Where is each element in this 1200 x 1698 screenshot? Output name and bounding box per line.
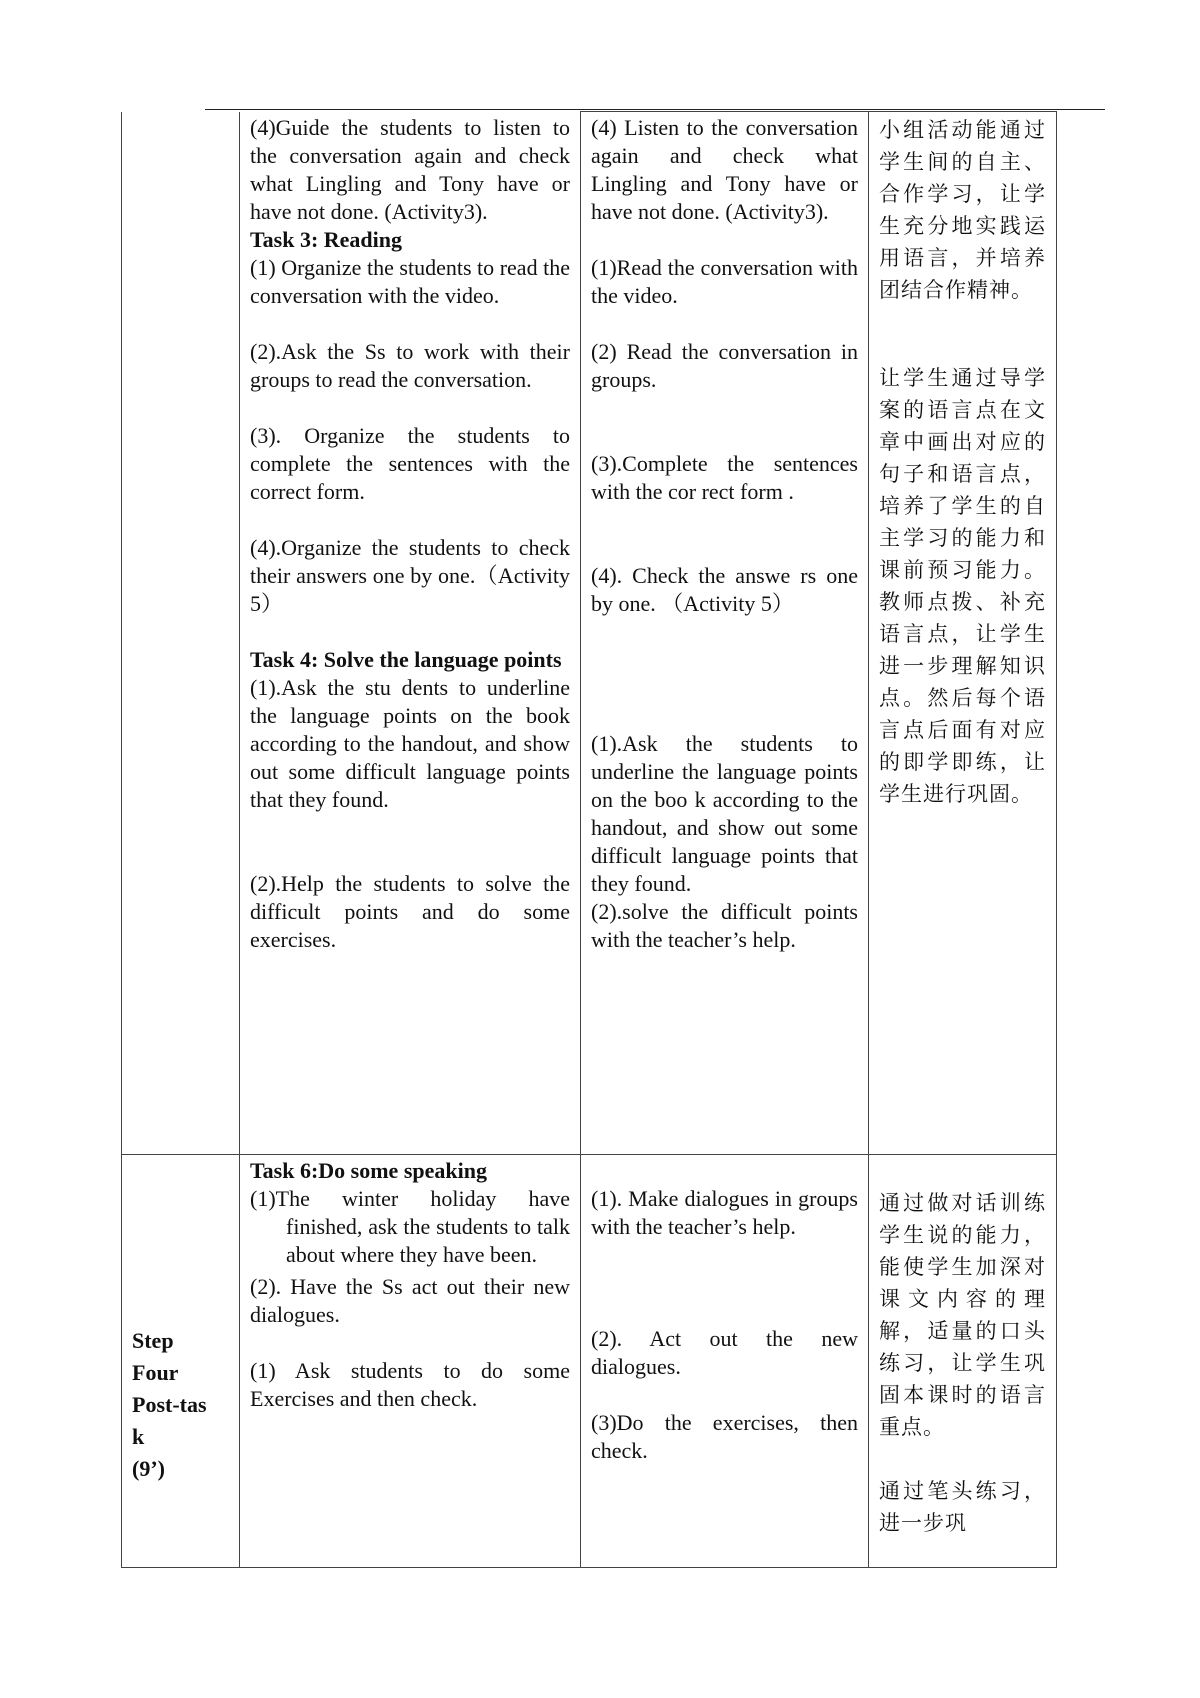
teacher-activity-text: (1) Organize the students to read the conversation with the video.	[250, 254, 570, 308]
student-activity-text: (3).Complete the sentences with the cor rect form .	[591, 451, 858, 504]
design-intent-cell	[869, 1155, 1057, 1568]
task-heading: Task 6:Do some speaking	[250, 1158, 487, 1183]
teacher-activity-text: (1).Ask the stu dents to underline the language points on the book according to the handout, and show out some difficult language points that they found.	[250, 674, 570, 812]
student-activity-text: (2) Read the conversation in groups.	[591, 339, 858, 392]
teacher-activity-text: (2).Help the students to solve the difficult points and do some exercises.	[250, 870, 570, 952]
design-intent-text: 小组活动能通过学生间的自主、合作学习，让学生充分地实践运用语言，并培养团结合作精神。	[879, 118, 1046, 302]
teacher-activity-text: (2).Ask the Ss to work with their groups to read the conversation.	[250, 338, 570, 392]
step-cell-empty	[122, 112, 240, 1155]
teacher-activity-text: (1)The winter holiday have finished, ask the students to talk about where they have been.	[250, 1186, 570, 1267]
teacher-activity-text: (4).Organize the students to check their answers one by one.（Activity 5）	[250, 534, 570, 616]
task-heading: Task 4: Solve the language points	[250, 646, 562, 672]
teacher-activity-cell	[240, 1155, 581, 1568]
teacher-activity-text: (4)Guide the students to listen to the conversation again and check what Lingling and Tony have or have not done. (Activity3).	[250, 114, 570, 224]
table-row	[122, 1155, 1057, 1568]
teacher-activity-text: (1) Ask students to do some Exercises and then check.	[250, 1358, 570, 1411]
teacher-activity-cell	[240, 112, 581, 1155]
table-row	[122, 112, 1057, 1155]
student-activity-text: (1).Ask the students to underline the language points on the boo k according to the handout, and show out some difficult language points that they found.	[591, 731, 858, 896]
design-intent-text: 通过笔头练习，进一步巩	[879, 1479, 1046, 1535]
student-activity-cell	[581, 112, 869, 1155]
lesson-plan-table	[121, 111, 1057, 1568]
design-intent-text: 让学生通过导学案的语言点在文章中画出对应的句子和语言点，培养了学生的自主学习的能力和课前预习能力。教师点拨、补充语言点，让学生进一步理解知识点。然后每个语言点后面有对应的即学即练，让学生进行巩固。	[879, 366, 1046, 806]
step-cell	[122, 1155, 240, 1568]
task-heading: Task 3: Reading	[250, 226, 403, 252]
teacher-activity-text: (2). Have the Ss act out their new dialogues.	[250, 1274, 570, 1327]
student-activity-text: (3)Do the exercises, then check.	[591, 1410, 858, 1463]
top-rule	[205, 109, 1105, 110]
design-intent-cell	[869, 112, 1057, 1155]
design-intent-text: 通过做对话训练学生说的能力，能使学生加深对课文内容的理解，适量的口头练习，让学生巩固本课时的语言重点。	[879, 1191, 1046, 1439]
student-activity-text: (1). Make dialogues in groups with the teacher’s help.	[591, 1186, 858, 1239]
student-activity-text: (2).solve the difficult points with the teacher’s help.	[591, 899, 858, 952]
student-activity-cell	[581, 1155, 869, 1568]
student-activity-text: (4). Check the answe rs one by one. （Activity 5）	[591, 563, 858, 616]
student-activity-text: (1)Read the conversation with the video.	[591, 255, 858, 308]
student-activity-text: (2). Act out the new dialogues.	[591, 1326, 858, 1379]
student-activity-text: (4) Listen to the conversation again and check what Lingling and Tony have or have not done. (Activity3).	[591, 115, 858, 224]
teacher-activity-text: (3). Organize the students to complete the sentences with the correct form.	[250, 422, 570, 504]
step-label: Step Four Post-tas k (9’)	[132, 1328, 207, 1481]
